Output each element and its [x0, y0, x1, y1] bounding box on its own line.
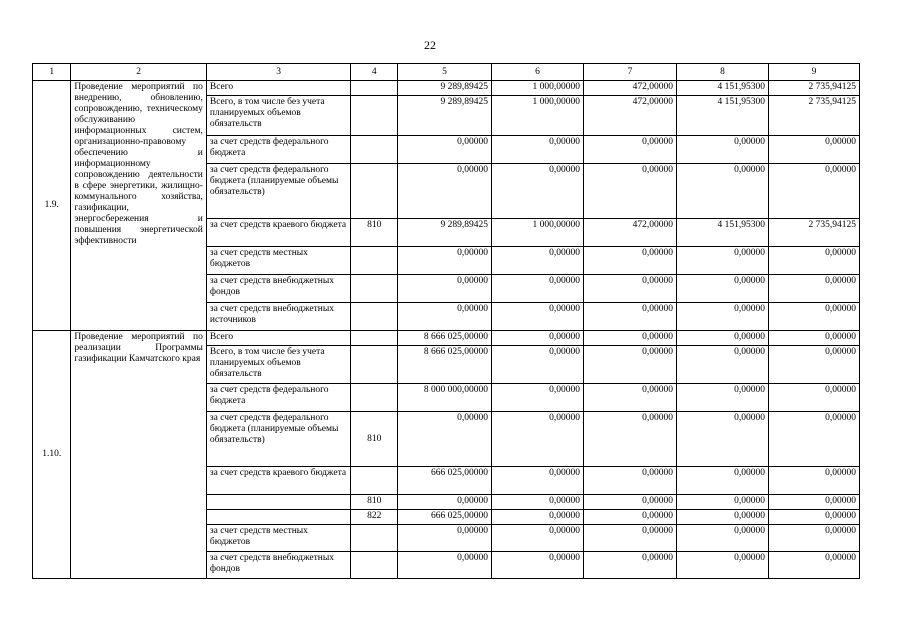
item-description: Проведение мероприятий по внедрению, обновлению, сопровождению, техническому обслуживанию информационных систем, организационно-правовому обеспечению и информационному сопровождению деятельности в сфере энергетики, жилищно-коммунального хозяйства, газификации, энергосбережения и повышения энергетической эффективности	[71, 81, 206, 331]
value-col9: 0,00000	[768, 510, 859, 525]
value-col9: 0,00000	[768, 303, 859, 331]
value-col9: 0,00000	[768, 275, 859, 303]
value-col5: 8 666 025,00000	[397, 346, 491, 384]
value-col7: 0,00000	[583, 510, 676, 525]
header-cell: 7	[583, 64, 676, 81]
header-cell: 1	[33, 64, 71, 81]
funding-source: Всего, в том числе без учета планируемых объемов обязательств	[206, 346, 351, 384]
value-col5: 0,00000	[397, 525, 491, 552]
budget-code	[351, 346, 398, 384]
value-col8: 0,00000	[676, 346, 768, 384]
budget-table	[32, 63, 860, 579]
value-col5: 0,00000	[397, 275, 491, 303]
value-col5: 0,00000	[397, 412, 491, 467]
budget-code	[351, 96, 398, 136]
value-col5: 0,00000	[397, 136, 491, 164]
value-col8: 4 151,95300	[676, 219, 768, 247]
value-col6: 0,00000	[491, 331, 583, 346]
funding-source: за счет средств внебюджетных источников	[206, 303, 351, 331]
value-col6: 0,00000	[491, 164, 583, 219]
value-col7: 0,00000	[583, 331, 676, 346]
budget-code: 810	[351, 219, 398, 247]
value-col9: 0,00000	[768, 136, 859, 164]
value-col9: 2 735,94125	[768, 81, 859, 96]
value-col9: 2 735,94125	[768, 96, 859, 136]
funding-source: Всего	[206, 81, 351, 96]
budget-code: 810	[351, 495, 398, 510]
budget-code	[351, 247, 398, 275]
value-col9: 0,00000	[768, 384, 859, 412]
value-col5: 9 289,89425	[397, 96, 491, 136]
funding-source: за счет средств федерального бюджета (планируемые объемы обязательств)	[206, 164, 351, 219]
header-cell: 6	[491, 64, 583, 81]
funding-source: за счет средств федерального бюджета	[206, 384, 351, 412]
budget-code: 810	[351, 412, 398, 467]
value-col8: 0,00000	[676, 525, 768, 552]
value-col9: 0,00000	[768, 247, 859, 275]
value-col7: 0,00000	[583, 495, 676, 510]
header-cell: 8	[676, 64, 768, 81]
value-col6: 0,00000	[491, 495, 583, 510]
value-col6: 0,00000	[491, 247, 583, 275]
value-col6: 0,00000	[491, 552, 583, 579]
value-col6: 1 000,00000	[491, 219, 583, 247]
header-cell: 2	[71, 64, 206, 81]
value-col8: 0,00000	[676, 331, 768, 346]
item-number: 1.9.	[33, 81, 71, 331]
value-col8: 0,00000	[676, 164, 768, 219]
value-col7: 0,00000	[583, 303, 676, 331]
value-col5: 9 289,89425	[397, 219, 491, 247]
value-col8: 0,00000	[676, 552, 768, 579]
budget-code	[351, 136, 398, 164]
value-col9: 0,00000	[768, 164, 859, 219]
table-row	[33, 331, 860, 346]
value-col7: 0,00000	[583, 412, 676, 467]
value-col7: 0,00000	[583, 346, 676, 384]
value-col8: 0,00000	[676, 384, 768, 412]
budget-code	[351, 552, 398, 579]
budget-code	[351, 81, 398, 96]
funding-source: за счет средств краевого бюджета	[206, 219, 351, 247]
value-col5: 8 666 025,00000	[397, 331, 491, 346]
value-col7: 472,00000	[583, 81, 676, 96]
value-col6: 1 000,00000	[491, 81, 583, 96]
value-col7: 0,00000	[583, 525, 676, 552]
value-col6: 0,00000	[491, 467, 583, 495]
header-cell: 4	[351, 64, 398, 81]
value-col8: 0,00000	[676, 412, 768, 467]
value-col7: 0,00000	[583, 467, 676, 495]
budget-code	[351, 331, 398, 346]
value-col6: 0,00000	[491, 412, 583, 467]
value-col6: 1 000,00000	[491, 96, 583, 136]
header-row	[33, 64, 860, 81]
value-col5: 0,00000	[397, 552, 491, 579]
value-col6: 0,00000	[491, 510, 583, 525]
value-col5: 8 000 000,00000	[397, 384, 491, 412]
funding-source: за счет средств федерального бюджета	[206, 136, 351, 164]
value-col5: 0,00000	[397, 247, 491, 275]
value-col8: 0,00000	[676, 467, 768, 495]
header-cell: 5	[397, 64, 491, 81]
page-number: 22	[424, 38, 436, 52]
value-col6: 0,00000	[491, 384, 583, 412]
funding-source	[206, 510, 351, 525]
funding-source: за счет средств внебюджетных фондов	[206, 552, 351, 579]
value-col6: 0,00000	[491, 303, 583, 331]
value-col8: 0,00000	[676, 510, 768, 525]
budget-code	[351, 467, 398, 495]
value-col8: 0,00000	[676, 247, 768, 275]
value-col9: 0,00000	[768, 525, 859, 552]
value-col9: 0,00000	[768, 331, 859, 346]
value-col9: 0,00000	[768, 412, 859, 467]
value-col9: 2 735,94125	[768, 219, 859, 247]
value-col7: 472,00000	[583, 219, 676, 247]
value-col6: 0,00000	[491, 136, 583, 164]
funding-source	[206, 495, 351, 510]
value-col6: 0,00000	[491, 525, 583, 552]
value-col9: 0,00000	[768, 467, 859, 495]
budget-code	[351, 164, 398, 219]
value-col9: 0,00000	[768, 495, 859, 510]
value-col5: 0,00000	[397, 164, 491, 219]
funding-source: Всего, в том числе без учета планируемых объемов обязательств	[206, 96, 351, 136]
funding-source: за счет средств краевого бюджета	[206, 467, 351, 495]
value-col7: 0,00000	[583, 136, 676, 164]
header-cell: 9	[768, 64, 859, 81]
value-col7: 0,00000	[583, 384, 676, 412]
budget-code	[351, 303, 398, 331]
value-col9: 0,00000	[768, 346, 859, 384]
value-col8: 0,00000	[676, 275, 768, 303]
value-col7: 0,00000	[583, 247, 676, 275]
funding-source: за счет средств местных бюджетов	[206, 525, 351, 552]
value-col9: 0,00000	[768, 552, 859, 579]
value-col5: 666 025,00000	[397, 510, 491, 525]
value-col7: 472,00000	[583, 96, 676, 136]
item-number: 1.10.	[33, 331, 71, 579]
funding-source: за счет средств федерального бюджета (планируемые объемы обязательств)	[206, 412, 351, 467]
funding-source: Всего	[206, 331, 351, 346]
value-col7: 0,00000	[583, 552, 676, 579]
value-col5: 0,00000	[397, 495, 491, 510]
value-col8: 0,00000	[676, 303, 768, 331]
budget-code	[351, 384, 398, 412]
value-col7: 0,00000	[583, 275, 676, 303]
item-description: Проведение мероприятий по реализации Программы газификации Камчатского края	[71, 331, 206, 579]
budget-code	[351, 525, 398, 552]
value-col8: 0,00000	[676, 136, 768, 164]
budget-code	[351, 275, 398, 303]
funding-source: за счет средств местных бюджетов	[206, 247, 351, 275]
value-col6: 0,00000	[491, 346, 583, 384]
value-col5: 0,00000	[397, 303, 491, 331]
funding-source: за счет средств внебюджетных фондов	[206, 275, 351, 303]
value-col8: 4 151,95300	[676, 96, 768, 136]
value-col7: 0,00000	[583, 164, 676, 219]
table-row	[33, 81, 860, 96]
value-col8: 4 151,95300	[676, 81, 768, 96]
budget-code: 822	[351, 510, 398, 525]
value-col5: 9 289,89425	[397, 81, 491, 96]
value-col5: 666 025,00000	[397, 467, 491, 495]
header-cell: 3	[206, 64, 351, 81]
value-col8: 0,00000	[676, 495, 768, 510]
value-col6: 0,00000	[491, 275, 583, 303]
